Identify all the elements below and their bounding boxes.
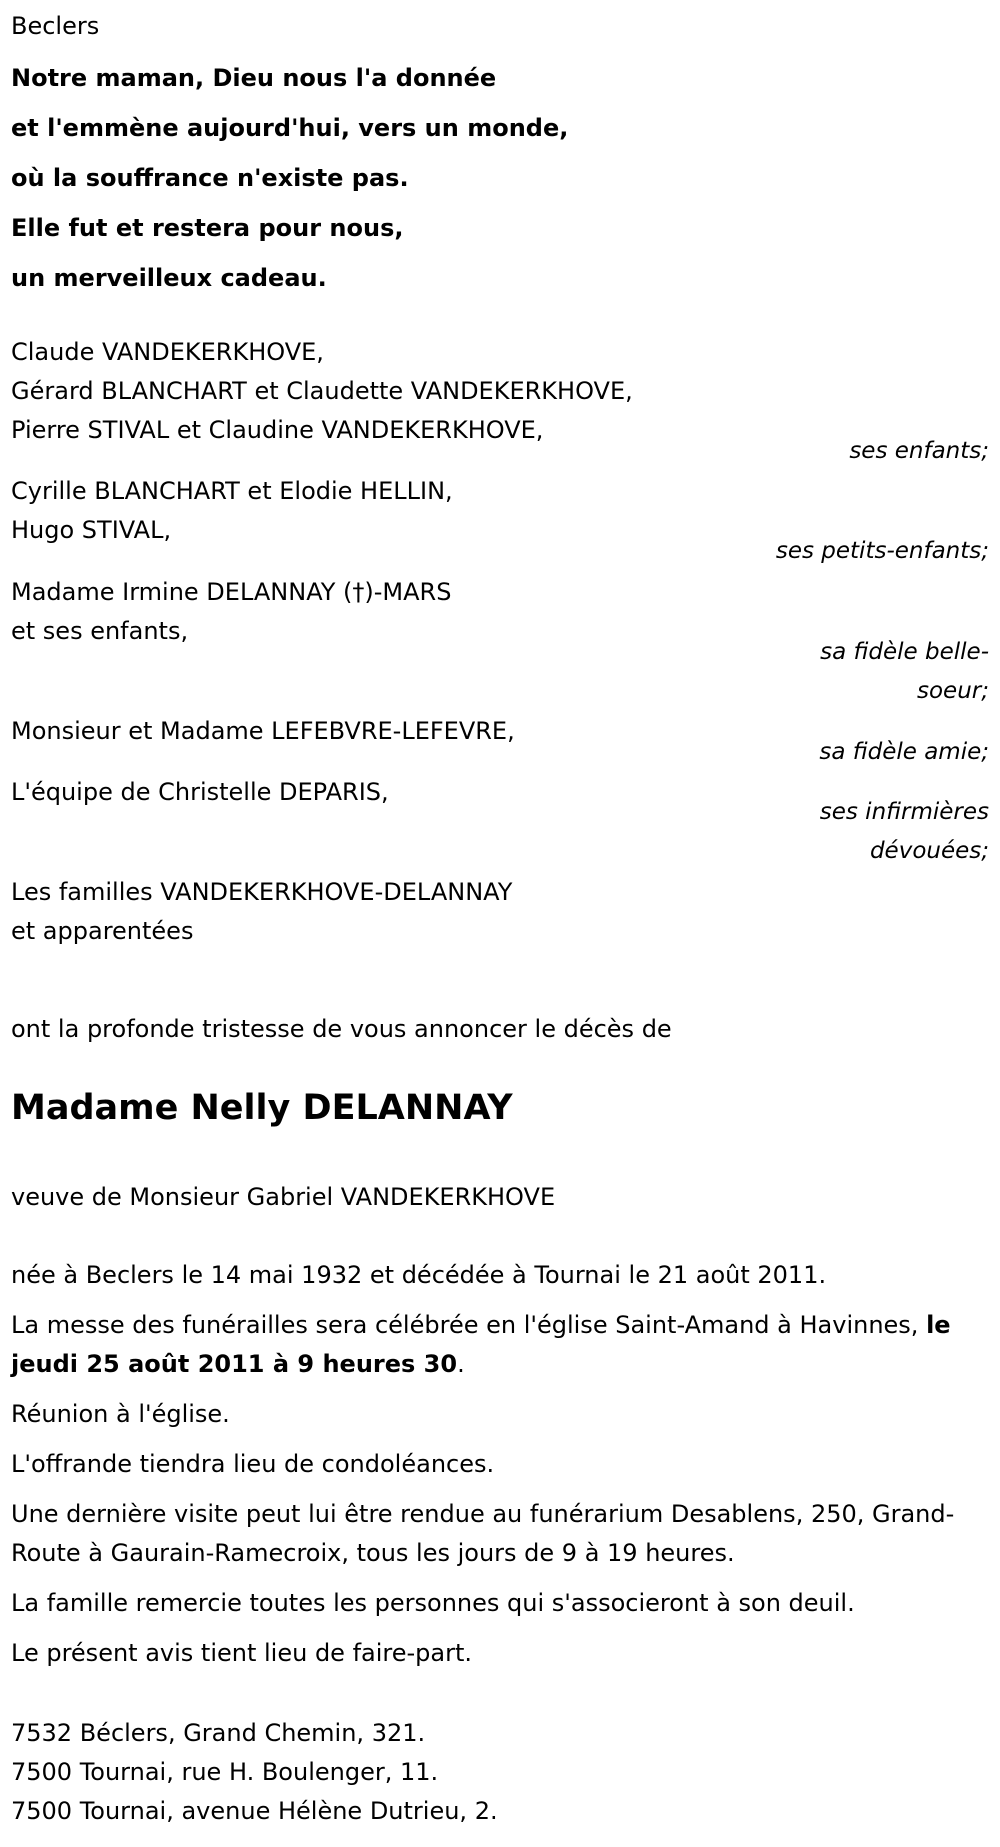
thanks-line: La famille remercie toutes les personnes qui s'associeront à son deuil. [11,1589,855,1617]
friend-relation: sa fidèle amie; [819,739,989,765]
family-name-line: Monsieur et Madame LEFEBVRE-LEFEVRE, [11,717,515,745]
gathering-line: Réunion à l'église. [11,1400,230,1428]
address-line: 7500 Tournai, avenue Hélène Dutrieu, 2. [11,1797,498,1825]
mass-paragraph [11,1306,986,1384]
sister-in-law-names [11,573,451,651]
address-line: 7500 Tournai, rue H. Boulenger, 11. [11,1758,439,1786]
family-name-line: et apparentées [11,917,194,945]
children-relation: ses enfants; [849,438,989,464]
visit-paragraph: Une dernière visite peut lui être rendue au funérarium Desablens, 250, Grand-Route à Gaurain-Ramecroix, tous les jours de 9 à 19 heures. [11,1500,955,1567]
friend-names [11,712,515,751]
family-name-line: Hugo STIVAL, [11,516,172,544]
nurses-names [11,773,389,812]
address-line: 7532 Béclers, Grand Chemin, 321. [11,1719,426,1747]
poem [11,53,568,303]
family-name-line: Gérard BLANCHART et Claudette VANDEKERKHOVE, [11,377,633,405]
relation-line: soeur; [917,678,989,704]
notice-line: Le présent avis tient lieu de faire-part. [11,1639,473,1667]
families-names [11,873,512,951]
birth-death-line: née à Beclers le 14 mai 1932 et décédée à Tournai le 21 août 2011. [11,1261,827,1289]
relation-line: sa fidèle belle- [820,639,989,665]
poem-line: Elle fut et restera pour nous, [11,214,404,242]
grandchildren-relation: ses petits-enfants; [775,538,989,564]
widow-of: veuve de Monsieur Gabriel VANDEKERKHOVE [11,1183,556,1211]
poem-line: et l'emmène aujourd'hui, vers un monde, [11,114,569,142]
family-name-line: Pierre STIVAL et Claudine VANDEKERKHOVE, [11,416,544,444]
mass-text: La messe des funérailles sera célébrée en l'église Saint-Amand à Havinnes, [11,1311,927,1339]
children-names [11,333,633,450]
poem-line: où la souffrance n'existe pas. [11,164,409,192]
grandchildren-names [11,472,453,550]
poem-line: Notre maman, Dieu nous l'a donnée [11,64,497,92]
mass-date: le jeudi 25 août 2011 à 9 heures 30 [11,1311,951,1378]
family-name-line: Claude VANDEKERKHOVE, [11,338,324,366]
family-name-line: Les familles VANDEKERKHOVE-DELANNAY [11,878,513,906]
place-heading: Beclers [11,12,100,40]
deceased-name: Madame Nelly DELANNAY [11,1088,513,1128]
sister-in-law-relation [749,633,989,711]
relation-line: ses infirmières [819,799,989,825]
poem-line: un merveilleux cadeau. [11,264,327,292]
offering-line: L'offrande tiendra lieu de condoléances. [11,1450,495,1478]
relation-line: dévouées; [869,838,989,864]
family-name-line: Cyrille BLANCHART et Elodie HELLIN, [11,477,453,505]
mass-suffix: . [457,1350,465,1378]
family-name-line: Madame Irmine DELANNAY (†)-MARS [11,578,452,606]
family-name-line: L'équipe de Christelle DEPARIS, [11,778,389,806]
family-name-line: et ses enfants, [11,617,189,645]
addresses [11,1714,498,1831]
funeral-details [11,1256,986,1684]
announcement-intro: ont la profonde tristesse de vous annoncer le décès de [11,1015,672,1043]
nurses-relation [749,793,989,871]
